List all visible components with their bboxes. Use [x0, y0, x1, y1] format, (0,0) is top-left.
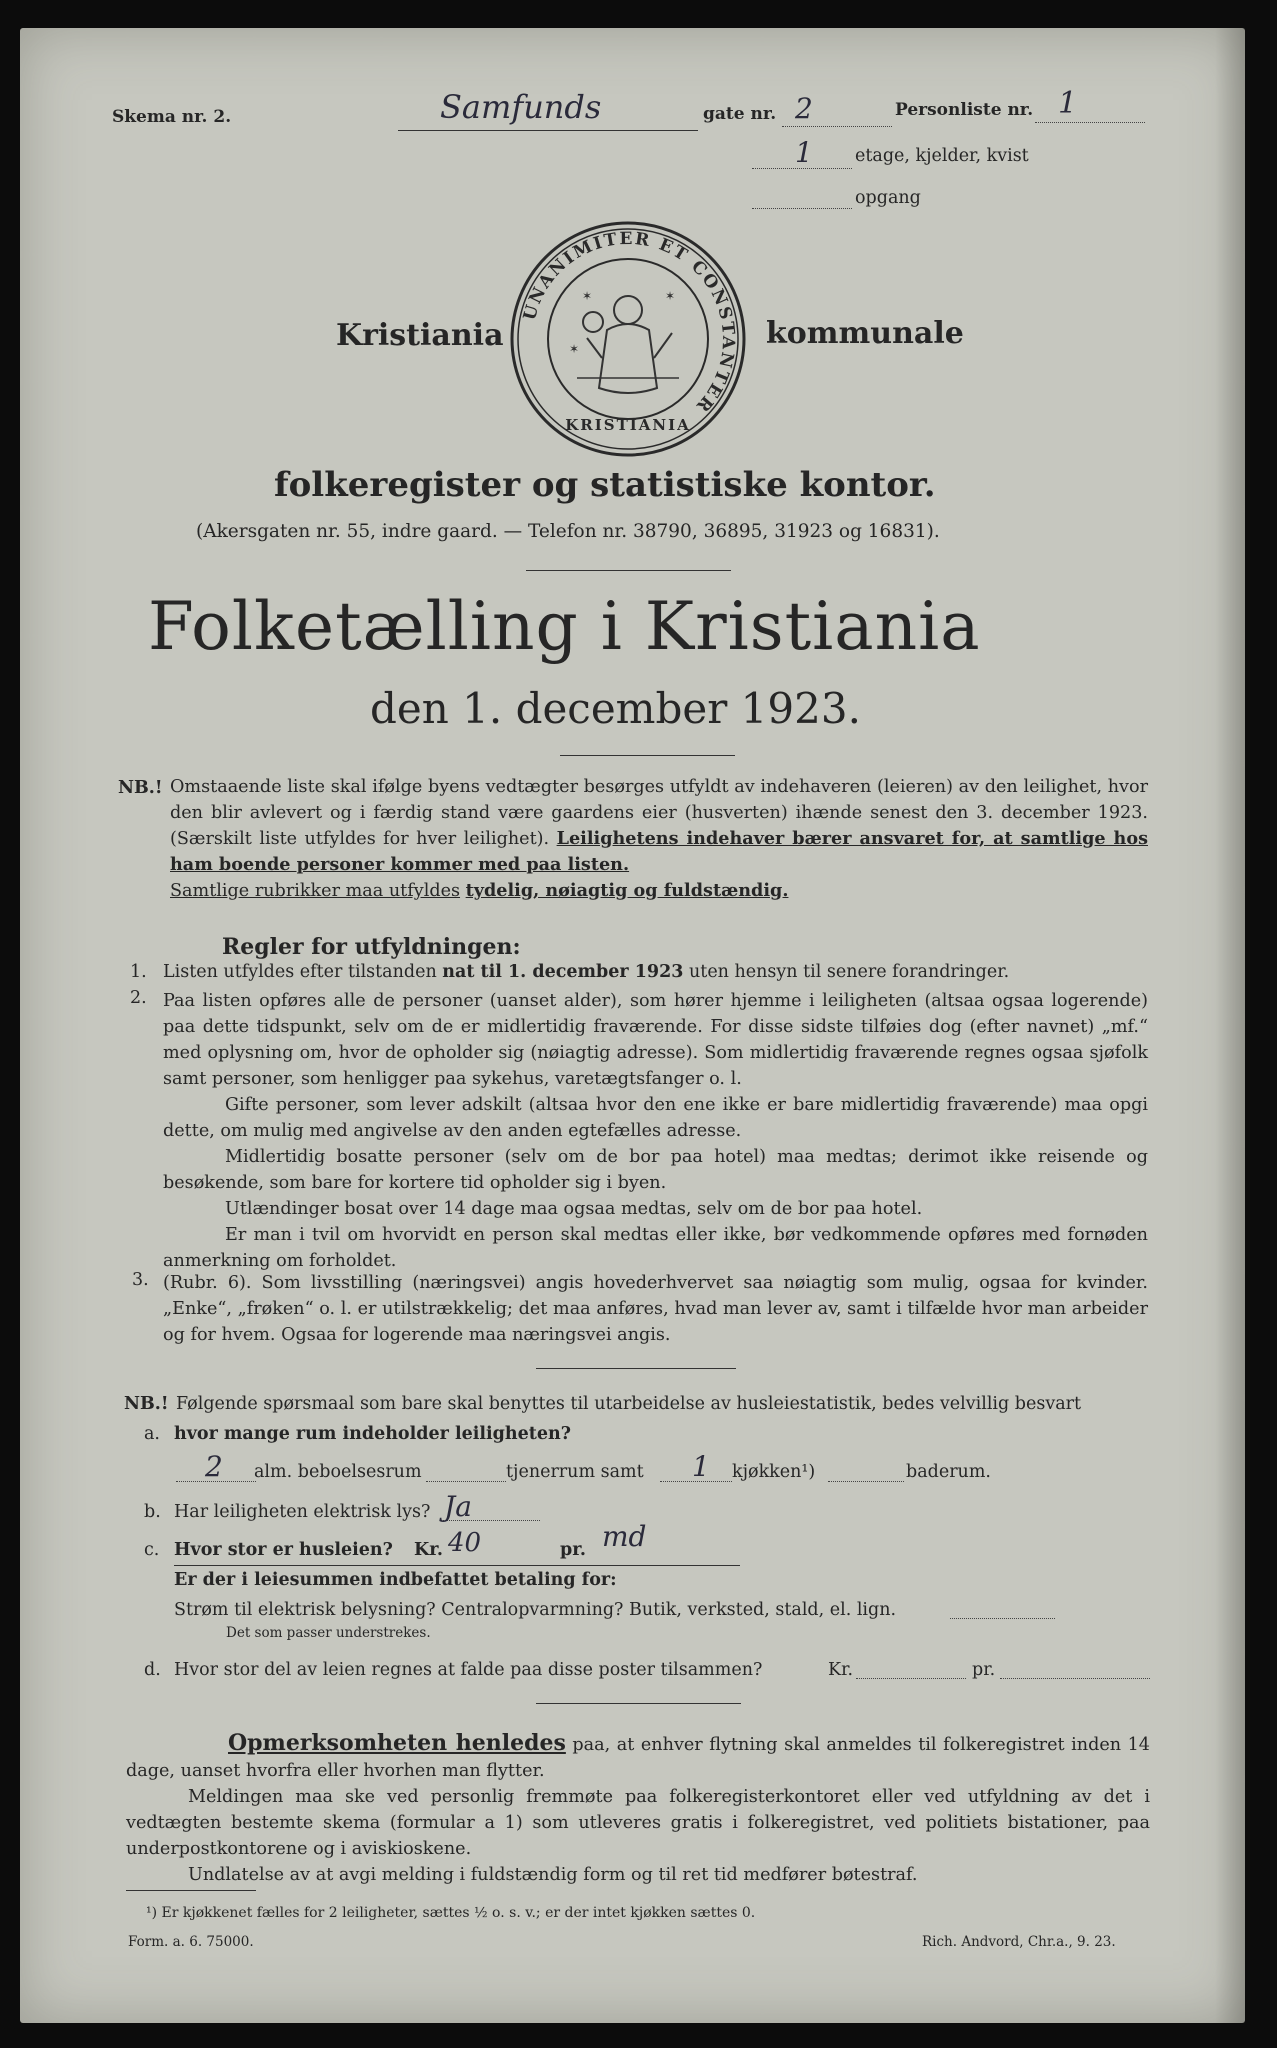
rule-3-number: 3.: [132, 1270, 149, 1290]
q-b-label: b.: [144, 1502, 161, 1522]
items-line: [950, 1618, 1055, 1619]
rule-2-p5: Er man i tvil om hvorvidt en person skal medtas eller ikke, bør vedkommende opføres med fornøden anmerkning om forholdet.: [163, 1225, 1148, 1271]
etage-handwritten: 1: [795, 136, 813, 169]
form-number: Form. a. 6. 75000.: [128, 1934, 254, 1950]
electric-handwritten: Ja: [444, 1490, 472, 1523]
divider-2: [560, 755, 735, 756]
office-title: folkeregister og statistiske kontor.: [274, 465, 936, 505]
rule-2-p3: Midlertidig bosatte personer (selv om de bor paa hotel) maa medtas; derimot ikke reisende og besøkende, som bare for kortere tid opholder sig i byen.: [163, 1147, 1148, 1193]
gate-line: [782, 126, 892, 127]
rule-2-number: 2.: [130, 988, 147, 1008]
main-title: Folketælling i Kristiania: [148, 588, 981, 665]
opgang-line: [752, 208, 852, 209]
city-seal-icon: [507, 218, 749, 460]
d-pr-line: [1000, 1678, 1150, 1679]
skema-number: Skema nr. 2.: [112, 107, 232, 127]
rule-1-text: [163, 962, 1009, 982]
nb1-bold-text: Leilighetens indehaver bærer ansvaret for, at samtlige hos ham boende personer kommer med paa listen.: [170, 828, 1148, 875]
bath-line: [828, 1481, 904, 1482]
q-c-pr: pr.: [560, 1540, 586, 1560]
divider-1: [526, 570, 731, 571]
gate-handwritten: 2: [795, 92, 813, 125]
rules-heading: Regler for utfyldningen:: [222, 934, 521, 960]
rent-handwritten: 40: [448, 1528, 482, 1558]
seal-ring-text: UNANIMITER ET CONSTANTER: [519, 228, 739, 417]
q-d-label: d.: [144, 1660, 161, 1680]
q-c-note: Det som passer understrekes.: [226, 1625, 431, 1641]
kristiania-word: Kristiania: [336, 318, 504, 353]
rule-1-number: 1.: [130, 962, 147, 982]
nb2-label: NB.!: [124, 1394, 169, 1414]
nb1-text2-bold: tydelig, nøiagtig og fuldstændig.: [465, 880, 789, 901]
rooms-label: alm. beboelsesrum: [254, 1462, 422, 1482]
personliste-label: Personliste nr.: [895, 100, 1034, 120]
footnote: ¹) Er kjøkkenet fælles for 2 leiligheter, sættes ½ o. s. v.; er der intet kjøkken sættes 0.: [146, 1905, 756, 1921]
notice-section: [126, 1730, 1150, 1888]
kitchen-label: kjøkken¹): [732, 1462, 816, 1482]
bath-label: baderum.: [906, 1462, 991, 1482]
nb1-text: Omstaaende liste skal ifølge byens vedtægter besørges utfyldt av indehaveren (leieren) av den leilighet, hvor den blir avlevert og i færdig stand være gaardens eier (husverten) ihænde senest den 3. december 1923. (Særskilt liste utfyldes for hver leilighet).: [170, 777, 1148, 849]
svg-text:✶: ✶: [569, 342, 580, 356]
q-c-subheading: Er der i leiesummen indbefattet betaling for:: [174, 1570, 617, 1590]
rooms-handwritten: 2: [205, 1450, 223, 1483]
nb1-text2: Samtlige rubrikker maa utfyldes: [170, 881, 461, 901]
servant-room-line: [426, 1481, 506, 1482]
footnote-divider: [126, 1890, 256, 1891]
kommunale-word: kommunale: [766, 316, 964, 351]
q-d-pr: pr.: [972, 1660, 996, 1680]
servant-room-label: tjenerrum samt: [506, 1462, 644, 1482]
seal-bottom-text: KRISTIANIA: [565, 416, 691, 434]
q-c-kr: Kr.: [414, 1540, 443, 1560]
etage-label: etage, kjelder, kvist: [855, 146, 1029, 166]
q-c-label: c.: [144, 1540, 160, 1560]
printer: Rich. Andvord, Chr.a., 9. 23.: [922, 1934, 1116, 1950]
divider-3: [536, 1368, 736, 1369]
rent-underline: [174, 1565, 740, 1566]
paper-edge-shadow: [1215, 28, 1245, 2023]
q-a-text: hvor mange rum indeholder leiligheten?: [174, 1424, 571, 1444]
rule-2-p4: Utlændinger bosat over 14 dage maa ogsaa medtas, selv om de bor paa hotel.: [225, 1199, 923, 1219]
period-handwritten: md: [602, 1520, 647, 1553]
gate-label: gate nr.: [703, 104, 777, 124]
rule-1-c: uten hensyn til senere forandringer.: [689, 962, 1010, 982]
nb1-paragraph: [170, 774, 1148, 904]
rule-2-p2: Gifte personer, som lever adskilt (altsaa hvor den ene ikke er bare midlertidig fraværende) maa opgi dette, om mulig med angivelse av den anden egtefælles adresse.: [163, 1095, 1148, 1141]
kitchen-handwritten: 1: [692, 1450, 710, 1483]
personliste-line: [1035, 122, 1145, 123]
street-line: [398, 130, 698, 131]
rule-1-b: nat til 1. december 1923: [442, 962, 684, 982]
divider-4: [536, 1703, 741, 1704]
office-address: (Akersgaten nr. 55, indre gaard. — Telefon nr. 38790, 36895, 31923 og 16831).: [196, 521, 940, 542]
rule-2-text: [163, 988, 1148, 1274]
notice-heading: Opmerksomheten henledes: [228, 1730, 566, 1756]
street-handwritten: Samfunds: [440, 88, 602, 126]
personliste-handwritten: 1: [1058, 86, 1078, 121]
q-a-label: a.: [144, 1424, 160, 1444]
svg-text:✶: ✶: [665, 289, 676, 303]
opgang-label: opgang: [855, 188, 921, 208]
rule-3-p1: (Rubr. 6). Som livsstilling (næringsvei) angis hovederhvervet saa nøiagtig som mulig, ogsaa for kvinder. „Enke“, „frøken“ o. l. er utilstrækkelig; det maa anføres, hvad man lever av, samt i tilfælde hvor man arbeider og for hvem. Ogsaa for logerende maa næringsvei angis.: [163, 1273, 1148, 1345]
nb2-intro: Følgende spørsmaal som bare skal benyttes til utarbeidelse av husleiestatistik, bedes velvillig besvart: [176, 1394, 1082, 1414]
q-d-text: Hvor stor del av leien regnes at falde paa disse poster tilsammen?: [174, 1660, 763, 1680]
q-d-kr: Kr.: [828, 1660, 854, 1680]
rule-3-text: [163, 1270, 1148, 1348]
svg-text:✶: ✶: [582, 289, 593, 303]
nb1-label: NB.!: [118, 778, 163, 798]
rule-2-p1: Paa listen opføres alle de personer (uanset alder), som hører hjemme i leiligheten (altsaa ogsaa logerende) paa dette tidspunkt, selv om de er midlertidig fraværende. For disse sidste tilføies dog (efter navnet) „mf.“ med oplysning om, hvor de opholder sig (nøiagtig adresse). Som midlertidig fraværende regnes ogsaa sjøfolk samt personer, som henligger paa sykehus, varetægtsfanger o. l.: [163, 991, 1148, 1089]
d-kr-line: [856, 1678, 966, 1679]
q-c-items: Strøm til elektrisk belysning? Centralopvarmning? Butik, verksted, stald, el. lign.: [174, 1600, 897, 1620]
rule-1-a: Listen utfyldes efter tilstanden: [163, 962, 437, 982]
main-subtitle: den 1. december 1923.: [370, 684, 861, 733]
notice-p1: paa, at enhver flytning skal anmeldes til folkeregistret inden 14 dage, uanset hvorfra eller hvorhen man flytter.: [126, 1735, 1150, 1781]
q-c-text: Hvor stor er husleien?: [174, 1540, 393, 1560]
notice-p3: Undlatelse av at avgi melding i fuldstændig form og til ret tid medfører bøtestraf.: [188, 1865, 918, 1885]
notice-p2: Meldingen maa ske ved personlig fremmøte paa folkeregisterkontoret eller ved utfyldning av det i vedtægten bestemte skema (formular a 1) som utleveres gratis i folkeregistret, ved politiets bistationer, paa underpostkontorene og i aviskioskene.: [126, 1787, 1150, 1859]
q-b-text: Har leiligheten elektrisk lys?: [174, 1502, 431, 1522]
